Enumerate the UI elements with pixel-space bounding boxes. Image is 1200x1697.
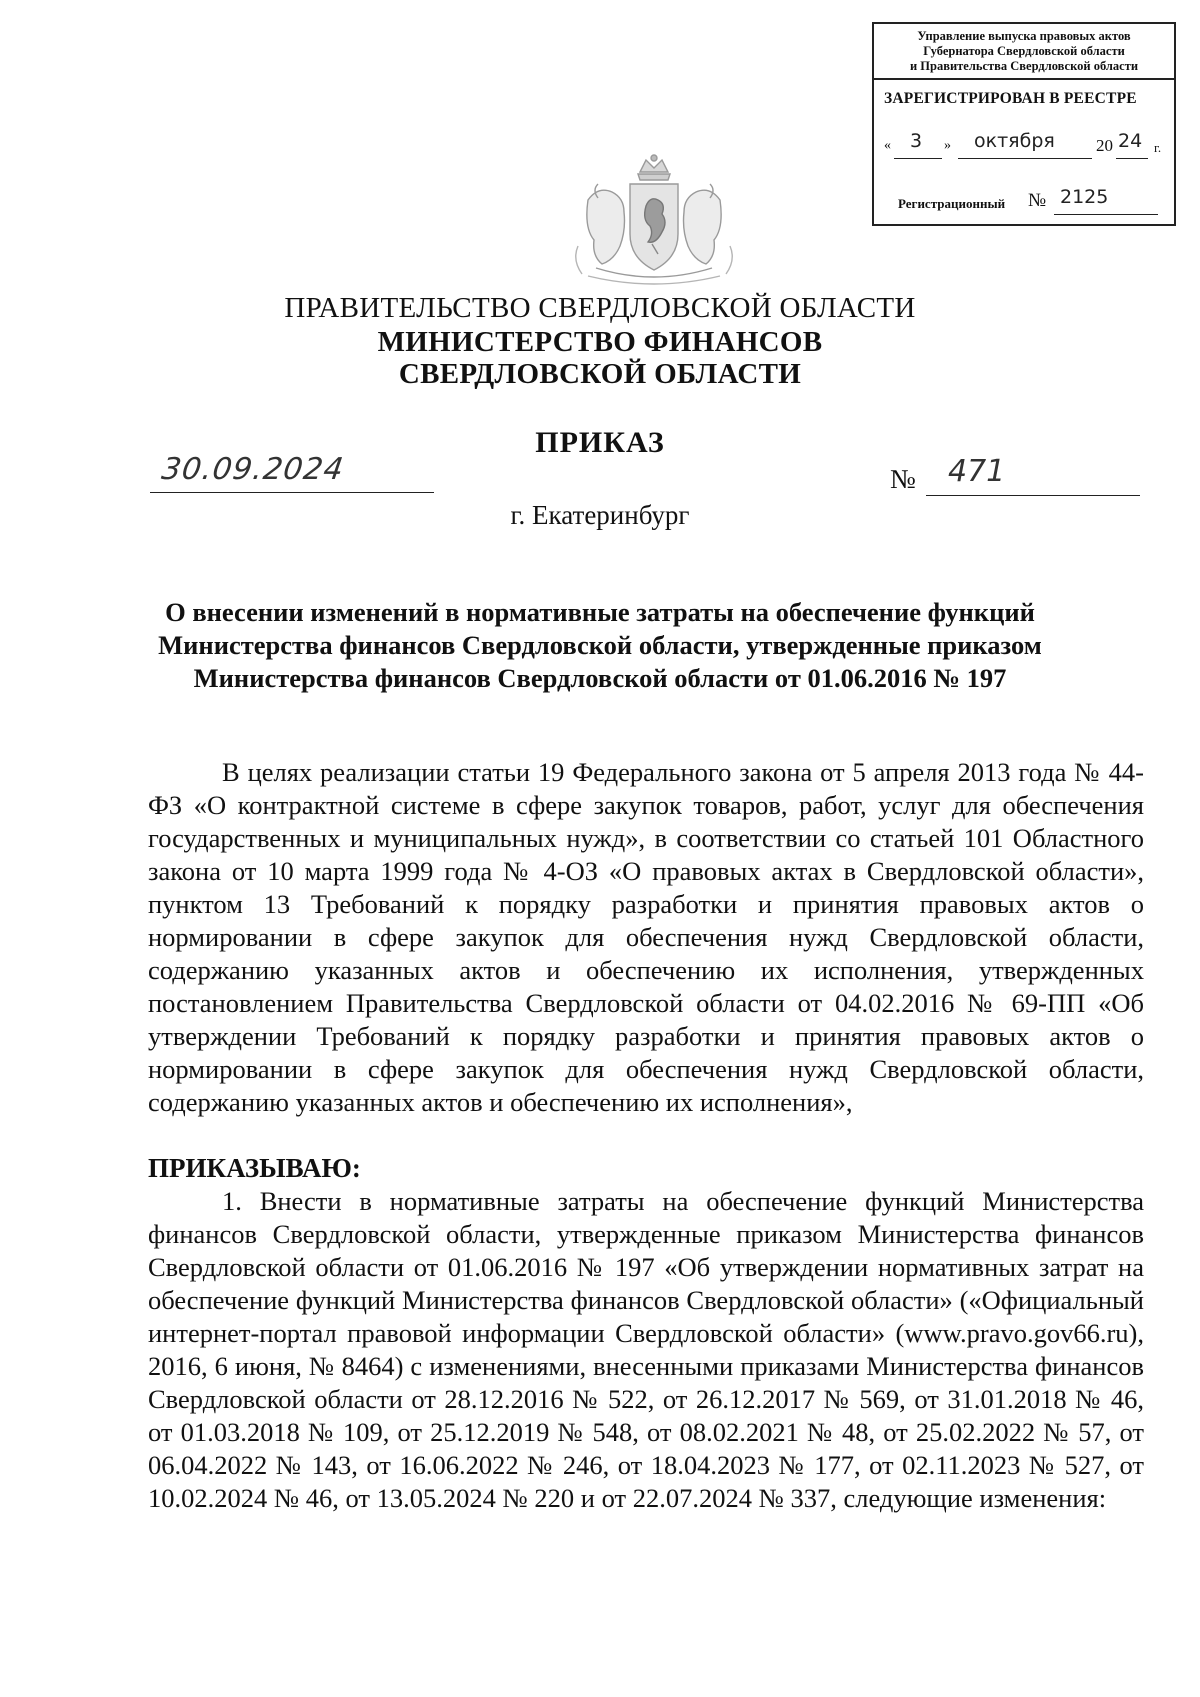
order-number-label: № — [890, 464, 916, 494]
stamp-reg-label: Регистрационный — [898, 196, 1006, 211]
order-date-field — [150, 452, 434, 493]
stamp-year-unit: г. — [1154, 140, 1162, 155]
stamp-year-suffix: 24 — [1118, 130, 1143, 152]
coat-of-arms-icon — [568, 150, 740, 288]
document-type: ПРИКАЗ — [535, 426, 665, 459]
stamp-org-line: Управление выпуска правовых актов — [917, 29, 1131, 43]
ministry-name-line2: СВЕРДЛОВСКОЙ ОБЛАСТИ — [398, 358, 802, 390]
stamp-month: октября — [974, 130, 1055, 152]
stamp-quote-open: « — [884, 138, 891, 153]
stamp-reg-number: 2125 — [1060, 186, 1109, 208]
item-1-paragraph: 1. Внести в нормативные затраты на обеспечение функций Министерства финансов Свердловской области, утвержденные приказом Министерства финансов Свердловской области от 01.06.2016 № 197 «Об утверждении нормативных затрат на обеспечение функций Министерства финансов Свердловской области» («Официальный интернет-портал правовой информации Свердловской области» (www.pravo.gov66.ru), 2016, 6 июня, № 8464) с изменениями, внесенными приказами Министерства финансов Свердловской области от 28.12.2016 № 522, от 26.12.2017 № 569, от 31.01.2018 № 46, от 01.03.2018 № 109, от 25.12.2019 № 548, от 08.02.2021 № 48, от 25.02.2022 № 57, от 06.04.2022 № 143, от 16.06.2022 № 246, от 18.04.2023 № 177, от 02.11.2023 № 527, от 10.02.2024 № 46, от 13.05.2024 № 220 и от 22.07.2024 № 337, следующие изменения: — [148, 1186, 1144, 1513]
stamp-date — [884, 128, 1174, 162]
stamp-day-line — [894, 158, 942, 159]
stamp-year-line — [1116, 158, 1148, 159]
stamp-org-line: Губернатора Свердловской области — [923, 44, 1125, 58]
registration-stamp — [872, 22, 1176, 226]
order-date: 30.09.2024 — [159, 452, 347, 487]
stamp-quote-close: » — [944, 138, 951, 153]
stamp-registration-number — [898, 186, 1168, 216]
order-title — [100, 596, 1100, 695]
government-name: ПРАВИТЕЛЬСТВО СВЕРДЛОВСКОЙ ОБЛАСТИ — [284, 292, 916, 324]
stamp-number-line — [1054, 214, 1158, 215]
stamp-month-line — [958, 158, 1092, 159]
stamp-year-prefix: 20 — [1096, 136, 1113, 155]
city: г. Екатеринбург — [510, 500, 690, 530]
stamp-org-line: и Правительства Свердловской области — [909, 59, 1139, 73]
order-directive: ПРИКАЗЫВАЮ: — [148, 1153, 361, 1183]
preamble-paragraph: В целях реализации статьи 19 Федерального закона от 5 апреля 2013 года № 44-ФЗ «О контрактной системе в сфере закупок товаров, работ, услуг для обеспечения государственных и муниципальных нужд», в соответствии со статьей 101 Областного закона от 10 марта 1999 года № 4-ОЗ «О правовых актах в Свердловской области», пунктом 13 Требований к порядку разработки и принятия правовых актов о нормировании в сфере закупок для обеспечения нужд Свердловской области, содержанию указанных актов и обеспечению их исполнения, утвержденных постановлением Правительства Свердловской области от 04.02.2016 № 69-ПП «Об утверждении Требований к порядку разработки и принятия правовых актов о нормировании в сфере закупок для обеспечения нужд Свердловской области, содержанию указанных актов и обеспечению их исполнения», — [148, 757, 1144, 1117]
order-number: 471 — [948, 454, 1006, 489]
order-number-field — [890, 456, 1140, 496]
order-number-line — [926, 495, 1140, 496]
stamp-registered-label: ЗАРЕГИСТРИРОВАН В РЕЕСТРЕ — [884, 90, 1137, 107]
stamp-num-sign: № — [1028, 190, 1047, 211]
order-title-line: Министерства финансов Свердловской области, утвержденные приказом — [158, 630, 1042, 660]
ministry-name-line1: МИНИСТЕРСТВО ФИНАНСОВ — [377, 326, 823, 358]
order-title-line: О внесении изменений в нормативные затраты на обеспечение функций — [165, 597, 1035, 627]
order-title-line: Министерства финансов Свердловской области от 01.06.2016 № 197 — [193, 663, 1007, 693]
stamp-organization — [874, 24, 1174, 80]
stamp-day: 3 — [910, 130, 923, 152]
